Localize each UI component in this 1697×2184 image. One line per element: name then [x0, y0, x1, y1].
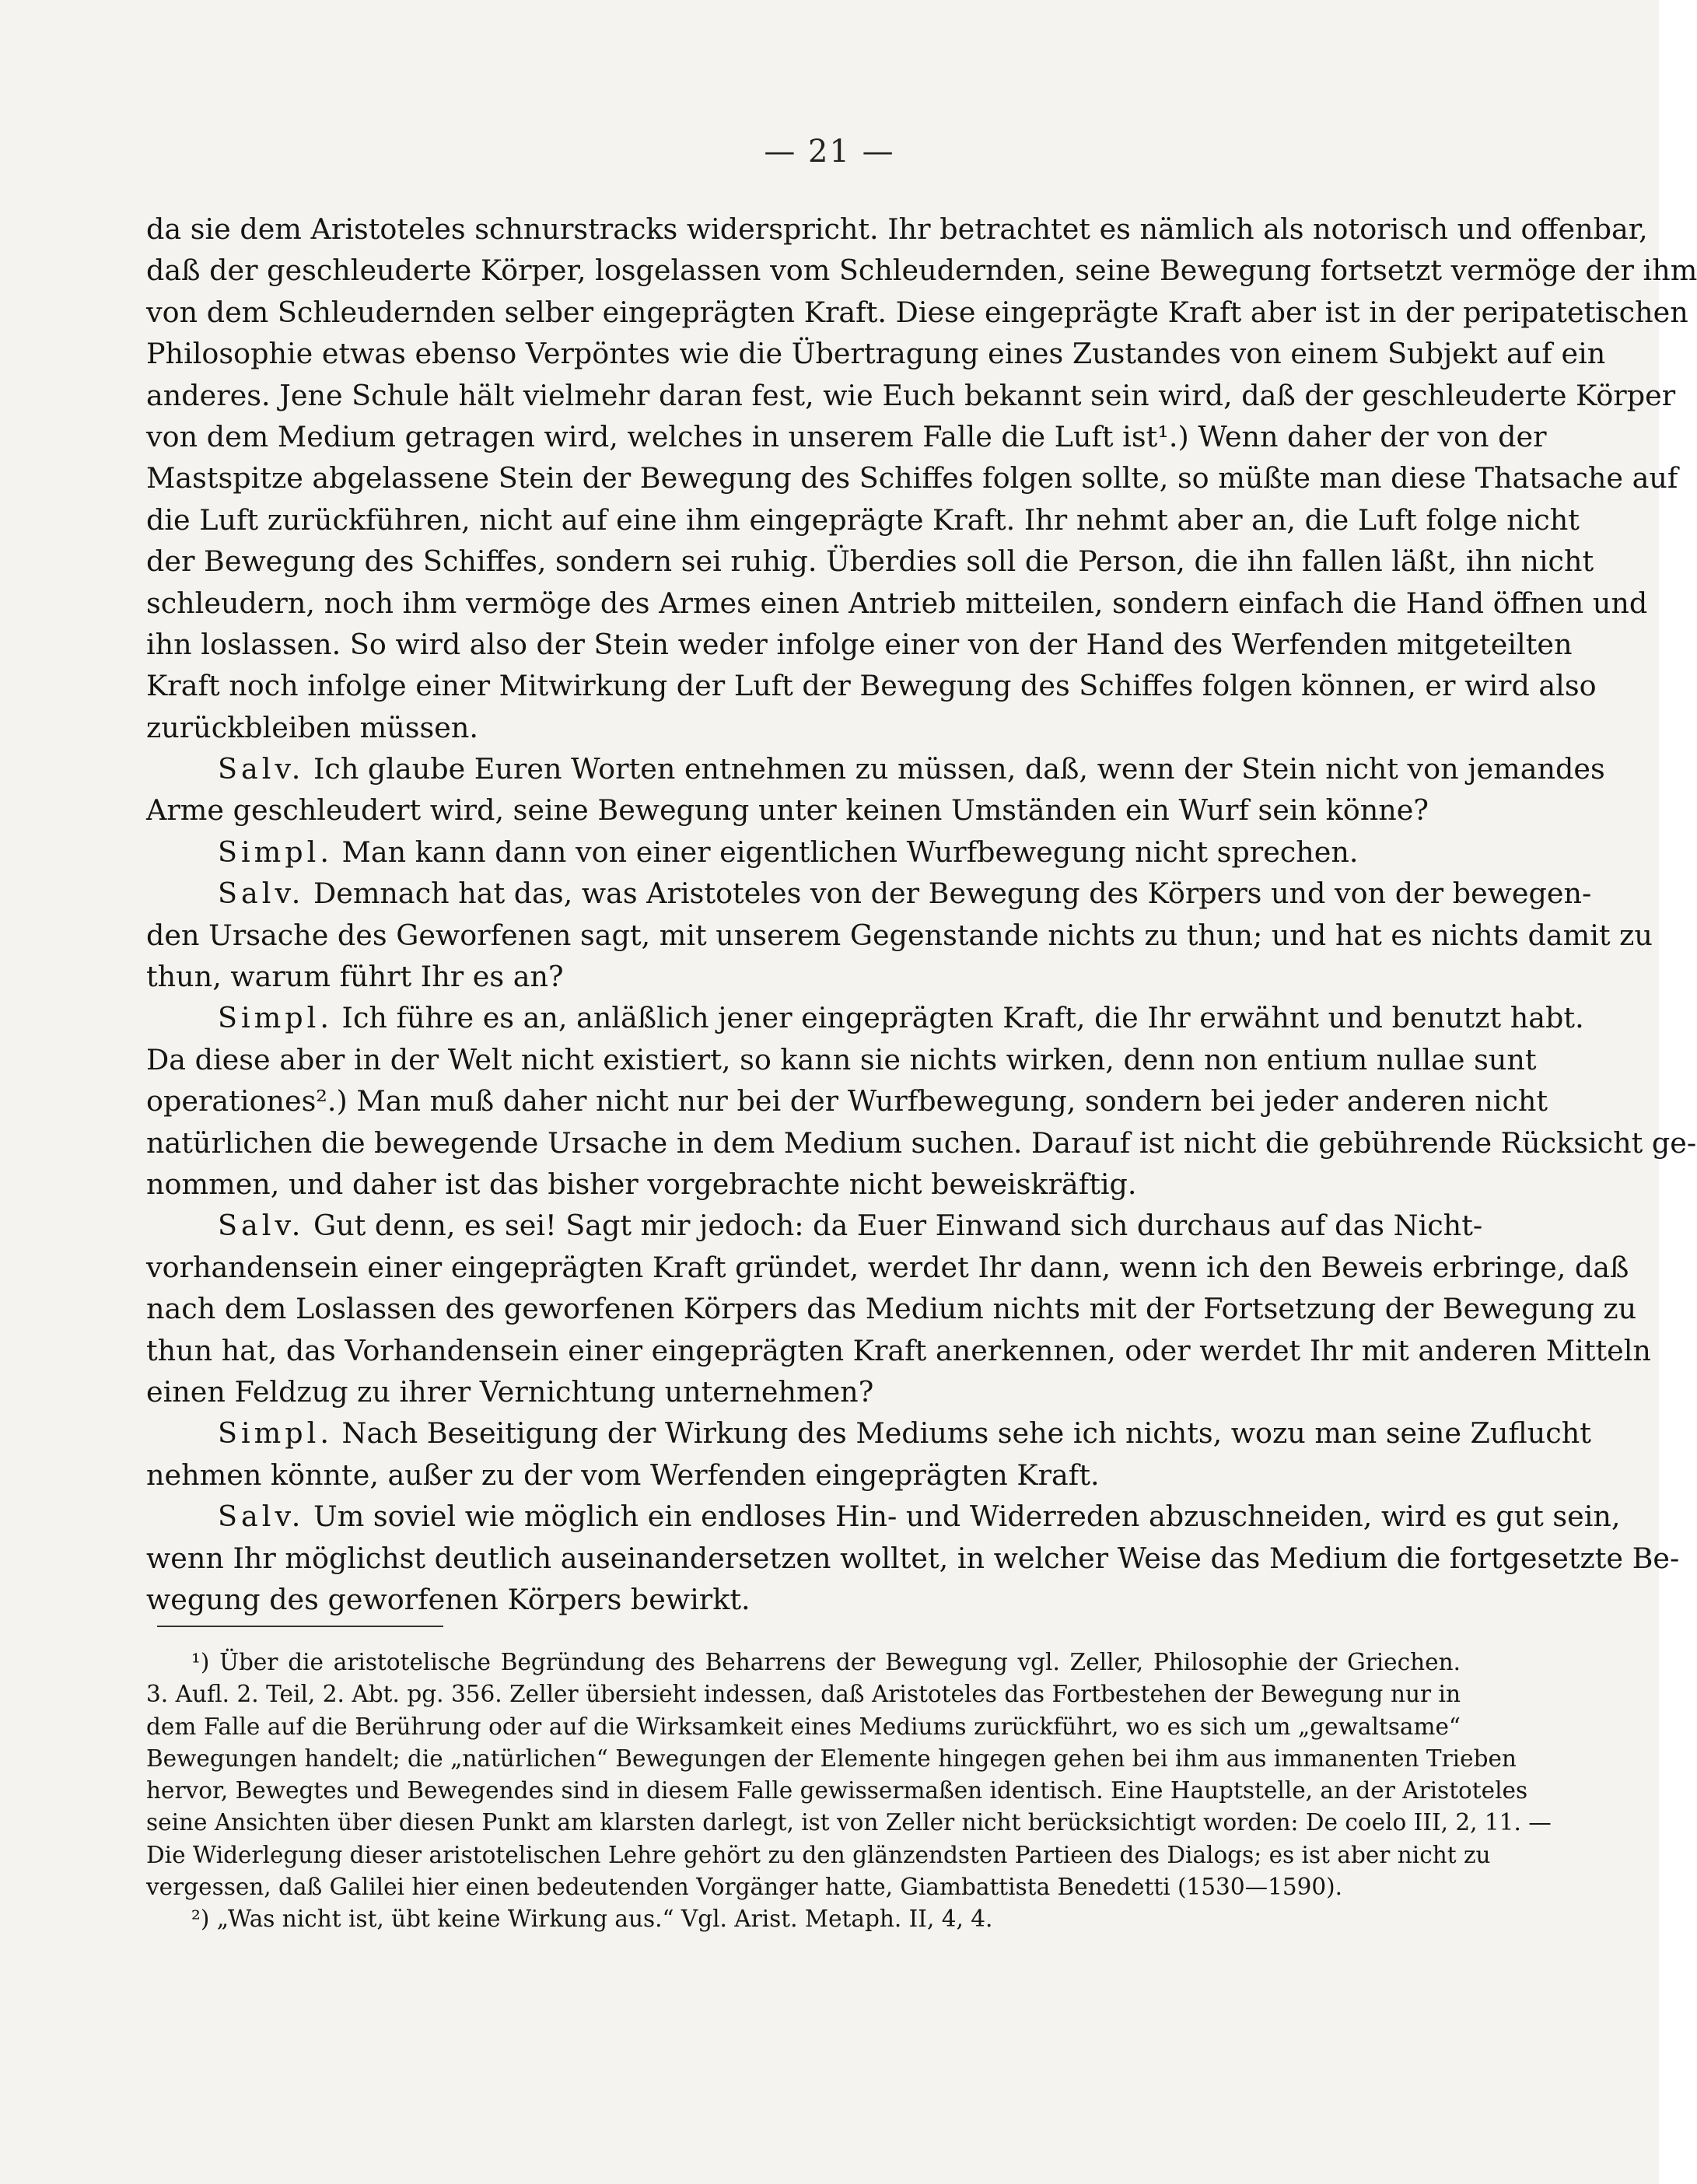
line-text: den Ursache des Geworfenen sagt, mit unserem Gegenstande nichts zu thun; und hat es nichts damit zu [146, 918, 1653, 952]
speaker-label: Salv. [218, 1209, 305, 1243]
body-text [146, 208, 1697, 1620]
line-text: Demnach hat das, was Aristoteles von der Bewegung des Körpers und von der bewegen- [313, 877, 1592, 911]
footnote-line [146, 1807, 1552, 1839]
speaker-label: Simpl. [218, 835, 333, 869]
text-line [146, 1330, 1651, 1371]
text-line [146, 1122, 1697, 1164]
text-line [146, 1164, 1461, 1205]
line-text: Kraft noch infolge einer Mitwirkung der Luft der Bewegung des Schiffes folgen können, er wird also [146, 669, 1597, 703]
footnote-text: vergessen, daß Galilei hier einen bedeutenden Vorgänger hatte, Giambattista Benedetti (1530—1590). [146, 1874, 1343, 1901]
line-text: thun, warum führt Ihr es an? [146, 960, 564, 994]
line-text: schleudern, noch ihm vermöge des Armes einen Antrieb mitteilen, sondern einfach die Hand öffnen und [146, 586, 1648, 620]
line-text: da sie dem Aristoteles schnurstracks widerspricht. Ihr betrachtet es nämlich als notorisch und offenbar, [146, 212, 1648, 246]
text-line [146, 583, 1648, 624]
text-line [146, 541, 1594, 582]
footnote-text: hervor, Bewegtes und Bewegendes sind in diesem Falle gewissermaßen identisch. Eine Hauptstelle, an der Aristoteles [146, 1777, 1528, 1804]
text-line [146, 1288, 1637, 1329]
text-line [146, 1579, 1461, 1620]
line-text: Gut denn, es sei! Sagt mir jedoch: da Euer Einwand sich durchaus auf das Nicht- [313, 1209, 1483, 1243]
line-text: die Luft zurückführen, nicht auf eine ihm eingeprägte Kraft. Ihr nehmt aber an, die Luft folge nicht [146, 502, 1580, 537]
line-text: Philosophie etwas ebenso Verpöntes wie die Übertragung eines Zustandes von einem Subjekt auf ein [146, 337, 1606, 371]
line-text: natürlichen die bewegende Ursache in dem Medium suchen. Darauf ist nicht die gebührende Rücksicht ge- [146, 1125, 1697, 1160]
text-line [146, 997, 1584, 1038]
text-line [146, 292, 1688, 333]
footnote-text: seine Ansichten über diesen Punkt am klarsten darlegt, ist von Zeller nicht berücksichtigt worden: De coelo III, 2, 11. — [146, 1809, 1552, 1836]
text-line [146, 1205, 1483, 1246]
line-text: wenn Ihr möglichst deutlich auseinandersetzen wolltet, in welcher Weise das Medium die fortgesetzte Be- [146, 1541, 1680, 1575]
line-text: Nach Beseitigung der Wirkung des Mediums sehe ich nichts, wozu man seine Zuflucht [341, 1416, 1591, 1451]
footnote-line [146, 1711, 1461, 1743]
text-line [146, 1247, 1629, 1288]
footnote-divider [157, 1626, 443, 1627]
footnote-line [146, 1743, 1517, 1775]
text-line [146, 915, 1653, 956]
line-text: anderes. Jene Schule hält vielmehr daran fest, wie Euch bekannt sein wird, daß der geschleuderte Körper [146, 378, 1676, 412]
text-line [146, 416, 1547, 457]
line-text: zurückbleiben müssen. [146, 710, 478, 744]
text-line [146, 665, 1597, 706]
line-text: von dem Medium getragen wird, welches in unserem Falle die Luft ist¹.) Wenn daher der von der [146, 419, 1547, 453]
text-line [146, 624, 1573, 665]
line-text: daß der geschleuderte Körper, losgelassen vom Schleudernden, seine Bewegung fortsetzt vermöge der ihm [146, 254, 1697, 288]
text-line [146, 1496, 1621, 1537]
line-text: thun hat, das Vorhandensein einer eingeprägten Kraft anerkennen, oder werdet Ihr mit anderen Mitteln [146, 1333, 1651, 1367]
footnote-text: Bewegungen handelt; die „natürlichen“ Bewegungen der Elemente hingegen gehen bei ihm aus immanenten Trieben [146, 1745, 1517, 1772]
line-text: ihn loslassen. So wird also der Stein weder infolge einer von der Hand des Werfenden mitgeteilten [146, 627, 1573, 661]
text-line [146, 375, 1676, 416]
line-text: Da diese aber in der Welt nicht existiert, so kann sie nichts wirken, denn non entium nullae sunt [146, 1042, 1537, 1076]
footnote-line [146, 1839, 1491, 1871]
text-line [146, 208, 1648, 250]
line-text: operationes².) Man muß daher nicht nur bei der Wurfbewegung, sondern bei jeder anderen nicht [146, 1084, 1548, 1118]
footnote-line [146, 1775, 1528, 1807]
line-text: Ich führe es an, anläßlich jener eingeprägten Kraft, die Ihr erwähnt und benutzt habt. [341, 1001, 1584, 1035]
footnote-line [146, 1871, 1461, 1903]
line-text: Ich glaube Euren Worten entnehmen zu müssen, daß, wenn der Stein nicht von jemandes [313, 752, 1605, 786]
footnote-line [146, 1678, 1461, 1710]
line-text: vorhandensein einer eingeprägten Kraft gründet, werdet Ihr dann, wenn ich den Beweis erbringe, daß [146, 1250, 1629, 1284]
line-text: von dem Schleudernden selber eingeprägten Kraft. Diese eingeprägte Kraft aber ist in der peripatetischen [146, 295, 1688, 329]
text-line [146, 707, 1461, 748]
text-line [146, 457, 1678, 499]
text-line [146, 789, 1461, 831]
line-text: nehmen könnte, außer zu der vom Werfenden eingeprägten Kraft. [146, 1458, 1100, 1492]
text-line [146, 1080, 1548, 1122]
footnote-text: Die Widerlegung dieser aristotelischen Lehre gehört zu den glänzendsten Partieen des Dialogs; es ist aber nicht zu [146, 1841, 1491, 1868]
text-line [146, 1039, 1537, 1080]
text-line [146, 250, 1697, 291]
footnote-text: ²) „Was nicht ist, übt keine Wirkung aus.“ Vgl. Arist. Metaph. II, 4, 4. [191, 1906, 993, 1933]
text-line [146, 956, 1461, 997]
text-line [146, 499, 1580, 541]
line-text: Mastspitze abgelassene Stein der Bewegung des Schiffes folgen sollte, so müßte man diese Thatsache auf [146, 461, 1678, 495]
line-text: einen Feldzug zu ihrer Vernichtung unternehmen? [146, 1374, 874, 1409]
footnote-text: ¹) Über die aristotelische Begründung des Beharrens der Bewegung vgl. Zeller, Philosophie der Griechen. [191, 1649, 1461, 1675]
speaker-label: Salv. [218, 877, 305, 911]
text-line [146, 333, 1606, 374]
line-text: der Bewegung des Schiffes, sondern sei ruhig. Überdies soll die Person, die ihn fallen läßt, ihn nicht [146, 544, 1594, 579]
footnote-line [146, 1903, 1461, 1935]
line-text: nach dem Loslassen des geworfenen Körpers das Medium nichts mit der Fortsetzung der Bewegung zu [146, 1292, 1637, 1326]
text-line [146, 831, 1461, 873]
speaker-label: Salv. [218, 1500, 305, 1534]
text-line [146, 1412, 1591, 1454]
text-line [146, 748, 1605, 789]
speaker-label: Simpl. [218, 1416, 333, 1451]
line-text: Man kann dann von einer eigentlichen Wurfbewegung nicht sprechen. [341, 835, 1359, 869]
text-line [146, 1371, 1461, 1412]
text-line [146, 873, 1592, 914]
line-text: Um soviel wie möglich ein endloses Hin- und Widerreden abzuschneiden, wird es gut sein, [313, 1500, 1621, 1534]
line-text: nommen, und daher ist das bisher vorgebrachte nicht beweiskräftig. [146, 1167, 1137, 1201]
footnote-line [146, 1647, 1461, 1678]
speaker-label: Simpl. [218, 1001, 333, 1035]
text-line [146, 1538, 1680, 1579]
line-text: wegung des geworfenen Körpers bewirkt. [146, 1582, 751, 1616]
page-number: — 21 — [764, 134, 895, 170]
speaker-label: Salv. [218, 752, 305, 786]
line-text: Arme geschleudert wird, seine Bewegung unter keinen Umständen ein Wurf sein könne? [146, 793, 1429, 828]
footnote-text: dem Falle auf die Berührung oder auf die Wirksamkeit eines Mediums zurückführt, wo es sich um „gewaltsame“ [146, 1713, 1461, 1740]
text-line [146, 1454, 1461, 1496]
footnotes [146, 1647, 1552, 1936]
footnote-text: 3. Aufl. 2. Teil, 2. Abt. pg. 356. Zeller übersieht indessen, daß Aristoteles das Fortbestehen der Bewegung nur in [146, 1681, 1461, 1708]
